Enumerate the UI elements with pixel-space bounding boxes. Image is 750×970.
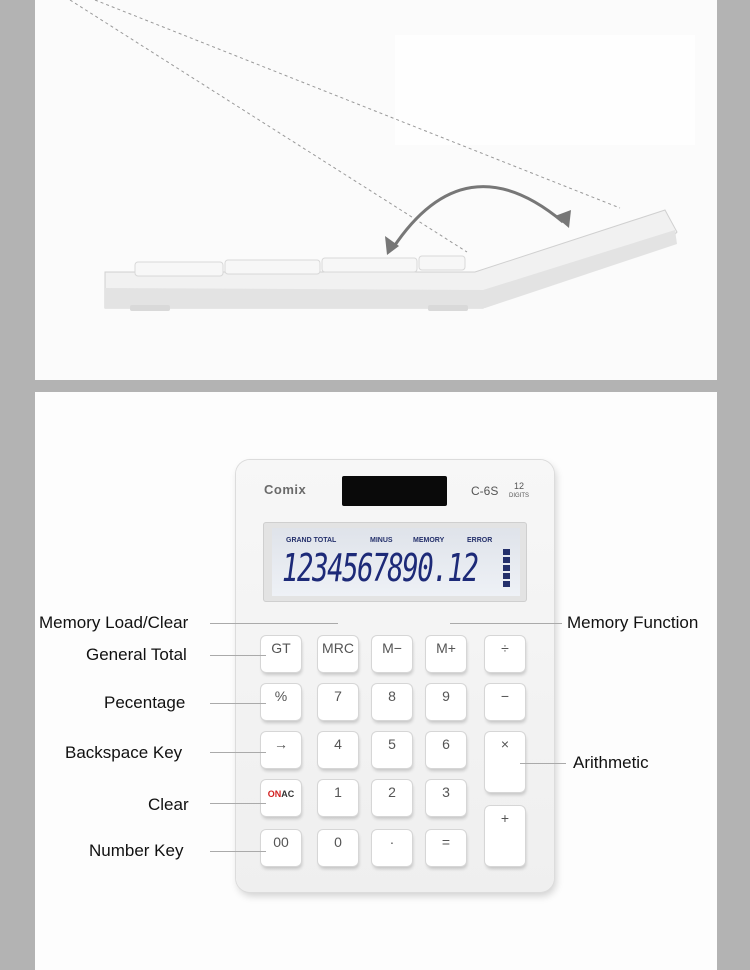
callout-line-backspace [210,752,266,753]
key-8[interactable]: 8 [372,684,412,720]
label-general-total: General Total [86,645,187,664]
label-backspace-key: Backspace Key [65,743,183,762]
key-6[interactable]: 6 [426,732,466,768]
calculator-side-view [35,0,717,380]
label-number-key: Number Key [89,841,184,860]
key-9[interactable]: 9 [426,684,466,720]
plus-key[interactable]: + [485,806,525,866]
gt-key[interactable]: GT [261,636,301,672]
callout-line-memory-load [210,623,338,624]
key-3[interactable]: 3 [426,780,466,816]
indicator-memory: MEMORY [413,537,445,544]
key-5[interactable]: 5 [372,732,412,768]
callout-line-number-key [210,851,266,852]
solar-panel [342,476,447,506]
equals-key[interactable]: = [426,830,466,866]
foot [428,305,468,311]
indicator-grand-total: GRAND TOTAL [286,537,337,544]
side-key [322,258,417,272]
percent-key[interactable]: % [261,684,301,720]
callout-line-arithmetic [520,763,566,764]
callout-line-memory-function [450,623,562,624]
divide-key[interactable]: ÷ [485,636,525,672]
key-4[interactable]: 4 [318,732,358,768]
indicator-minus: MINUS [370,537,393,544]
label-clear: Clear [148,795,189,814]
on-ac-key[interactable] [261,780,301,816]
key-2[interactable]: 2 [372,780,412,816]
mrc-key[interactable]: MRC [318,636,358,672]
side-view-panel [35,0,717,380]
brand-logo: Comix [264,482,307,497]
m-minus-key[interactable]: M− [372,636,412,672]
on-label: ON [267,789,282,799]
indicator-error: ERROR [467,537,493,544]
tilt-arrow-icon [393,187,563,248]
label-memory-function: Memory Function [567,613,699,632]
arrow-head-left-icon [385,236,399,255]
side-key [225,260,320,274]
callout-line-percentage [210,703,266,704]
display-number: 1234567890.12 [282,546,478,590]
callout-line-general-total [210,655,266,656]
double-zero-key[interactable]: 00 [261,830,301,866]
side-key [419,256,465,270]
label-percentage: Pecentage [104,693,186,712]
display-bars-icon [503,549,511,589]
label-memory-load-clear: Memory Load/Clear [39,613,189,632]
side-key [135,262,223,276]
backspace-key[interactable]: → [261,732,301,768]
callout-line-clear [210,803,266,804]
foot [130,305,170,311]
key-7[interactable]: 7 [318,684,358,720]
digits-count: 12 [514,481,525,491]
ac-label: AC [281,789,295,799]
model-number: C-6S [471,484,499,498]
key-0[interactable]: 0 [318,830,358,866]
background-highlight [395,35,695,145]
key-1[interactable]: 1 [318,780,358,816]
m-plus-key[interactable]: M+ [426,636,466,672]
minus-key[interactable]: − [485,684,525,720]
label-arithmetic: Arithmetic [573,753,649,772]
multiply-key[interactable]: × [485,732,525,792]
digits-label: DIGITS [509,493,530,499]
dot-key[interactable]: · [372,830,412,866]
